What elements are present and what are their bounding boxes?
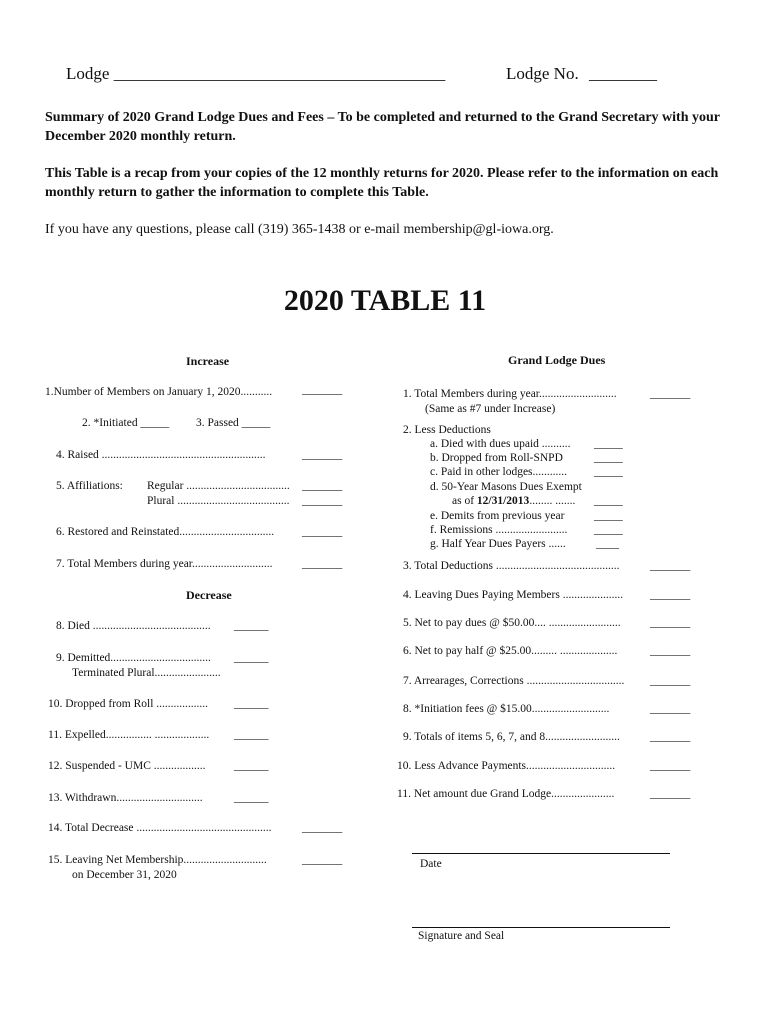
item-10-label: 10. Dropped from Roll ..................: [48, 698, 209, 710]
item-6-blank[interactable]: _______: [302, 526, 343, 538]
item-5-regular-label: Regular ....................................: [147, 480, 290, 492]
item-14-label: 14. Total Decrease ...............................................: [48, 822, 272, 834]
dues-1-label: 1. Total Members during year...........................: [403, 388, 617, 400]
item-7-blank[interactable]: _______: [302, 558, 343, 570]
item-12-label: 12. Suspended - UMC ..................: [48, 760, 206, 772]
item-5-regular-blank[interactable]: _______: [302, 480, 343, 492]
dues-2-label: 2. Less Deductions: [403, 424, 491, 436]
dues-5-label: 5. Net to pay dues @ $50.00.... .........................: [403, 617, 621, 629]
intro-summary: Summary of 2020 Grand Lodge Dues and Fees – To be completed and returned to the Grand Secretary with your December 2020 monthly return.: [45, 110, 720, 144]
item-6-label: 6. Restored and Reinstated.................................: [56, 526, 275, 538]
item-9-sub-label[interactable]: Terminated Plural.......................: [72, 667, 221, 679]
intro-contact: If you have any questions, please call (319) 365-1438 or e-mail membership@gl-iowa.org.: [45, 222, 554, 237]
item-11-label: 11. Expelled................ ...................: [48, 729, 210, 741]
dues-2g-label: g. Half Year Dues Payers ......: [430, 538, 566, 550]
dues-10-blank[interactable]: _______: [650, 760, 691, 772]
item-4-label: 4. Raised .........................................................: [56, 449, 266, 461]
item-11-blank[interactable]: ______: [234, 729, 269, 741]
dues-4-label: 4. Leaving Dues Paying Members .....................: [403, 589, 624, 601]
signature-line[interactable]: [412, 927, 670, 928]
item-15-blank[interactable]: _______: [302, 854, 343, 866]
dues-9-blank[interactable]: _______: [650, 731, 691, 743]
item-13-blank[interactable]: ______: [234, 792, 269, 804]
grand-lodge-dues-heading: Grand Lodge Dues: [508, 353, 606, 367]
dues-5-blank[interactable]: _______: [650, 617, 691, 629]
item-5-label: 5. Affiliations:: [56, 480, 123, 492]
dues-2f-label: f. Remissions .........................: [430, 524, 568, 536]
decrease-heading: Decrease: [186, 588, 232, 602]
dues-2a-label: a. Died with dues upaid ..........: [430, 438, 571, 450]
dues-2d-blank[interactable]: _____: [594, 495, 623, 507]
signature-label: Signature and Seal: [418, 930, 505, 942]
item-5-plural-label: Plural .......................................: [147, 495, 290, 507]
item-15-label: 15. Leaving Net Membership.............................: [48, 854, 267, 866]
dues-1-sub: (Same as #7 under Increase): [425, 403, 556, 415]
dues-7-label: 7. Arrearages, Corrections ..................................: [403, 675, 625, 687]
lodge-name-field: [66, 64, 445, 84]
dues-11-label: 11. Net amount due Grand Lodge......................: [397, 788, 615, 800]
dues-2d-label: d. 50-Year Masons Dues Exempt: [430, 481, 582, 493]
dues-2d-sub-pre: as of: [452, 495, 477, 507]
intro-recap: This Table is a recap from your copies of the 12 monthly returns for 2020. Please refer to the information on each monthly return to gather the information to complete this Table.: [45, 166, 719, 200]
dues-6-label: 6. Net to pay half @ $25.00......... ....................: [403, 645, 618, 657]
item-1-label: 1.Number of Members on January 1, 2020...........: [45, 386, 273, 398]
dues-11-blank[interactable]: _______: [650, 788, 691, 800]
item-8-blank[interactable]: ______: [234, 620, 269, 632]
lodge-label: Lodge: [66, 64, 110, 83]
item-1-blank[interactable]: _______: [302, 384, 343, 396]
item-10-blank[interactable]: ______: [234, 698, 269, 710]
dues-10-label: 10. Less Advance Payments...............................: [397, 760, 616, 772]
dues-7-blank[interactable]: _______: [650, 675, 691, 687]
dues-2d-sub-date: 12/31/2013: [476, 495, 530, 507]
page-title: 2020 TABLE 11: [283, 284, 487, 317]
dues-2c-label: c. Paid in other lodges............: [430, 466, 568, 478]
dues-3-label: 3. Total Deductions ...........................................: [403, 560, 620, 572]
dues-2g-blank[interactable]: ____: [596, 538, 619, 550]
dues-8-blank[interactable]: _______: [650, 703, 691, 715]
item-12-blank[interactable]: ______: [234, 760, 269, 772]
item-3-passed[interactable]: 3. Passed _____: [196, 417, 271, 429]
dues-2b-blank[interactable]: _____: [594, 452, 623, 464]
item-8-label: 8. Died .........................................: [56, 620, 211, 632]
date-label: Date: [420, 858, 442, 870]
dues-2f-blank[interactable]: _____: [594, 524, 623, 536]
dues-2d-sub: [452, 495, 575, 507]
dues-2e-blank[interactable]: _____: [594, 510, 623, 522]
dues-8-label: 8. *Initiation fees @ $15.00...........................: [403, 703, 610, 715]
item-4-blank[interactable]: _______: [302, 449, 343, 461]
dues-2a-blank[interactable]: _____: [594, 438, 623, 450]
lodge-name-blank[interactable]: _______________________________________: [113, 64, 446, 83]
lodge-no-blank[interactable]: ________: [588, 64, 657, 83]
item-14-blank[interactable]: _______: [302, 822, 343, 834]
dues-4-blank[interactable]: _______: [650, 589, 691, 601]
dues-9-label: 9. Totals of items 5, 6, 7, and 8..........................: [403, 731, 620, 743]
dues-2d-sub-post: ........ .......: [529, 495, 576, 507]
dues-2c-blank[interactable]: _____: [594, 466, 623, 478]
dues-6-blank[interactable]: _______: [650, 645, 691, 657]
item-9-blank[interactable]: ______: [234, 652, 269, 664]
date-line[interactable]: [412, 853, 670, 854]
lodge-no-label: Lodge No.: [506, 64, 579, 83]
item-9-label: 9. Demitted...................................: [56, 652, 211, 664]
dues-2b-label: b. Dropped from Roll-SNPD: [430, 452, 563, 464]
item-7-label: 7. Total Members during year............................: [56, 558, 273, 570]
item-13-label: 13. Withdrawn..............................: [48, 792, 203, 804]
item-15-sub-label: on December 31, 2020: [72, 869, 177, 881]
dues-1-blank[interactable]: _______: [650, 388, 691, 400]
increase-heading: Increase: [186, 354, 230, 368]
dues-2e-label: e. Demits from previous year: [430, 510, 565, 522]
lodge-number-field: [506, 64, 657, 84]
dues-3-blank[interactable]: _______: [650, 560, 691, 572]
item-5-plural-blank[interactable]: _______: [302, 495, 343, 507]
item-2-initiated[interactable]: 2. *Initiated _____: [82, 417, 170, 429]
